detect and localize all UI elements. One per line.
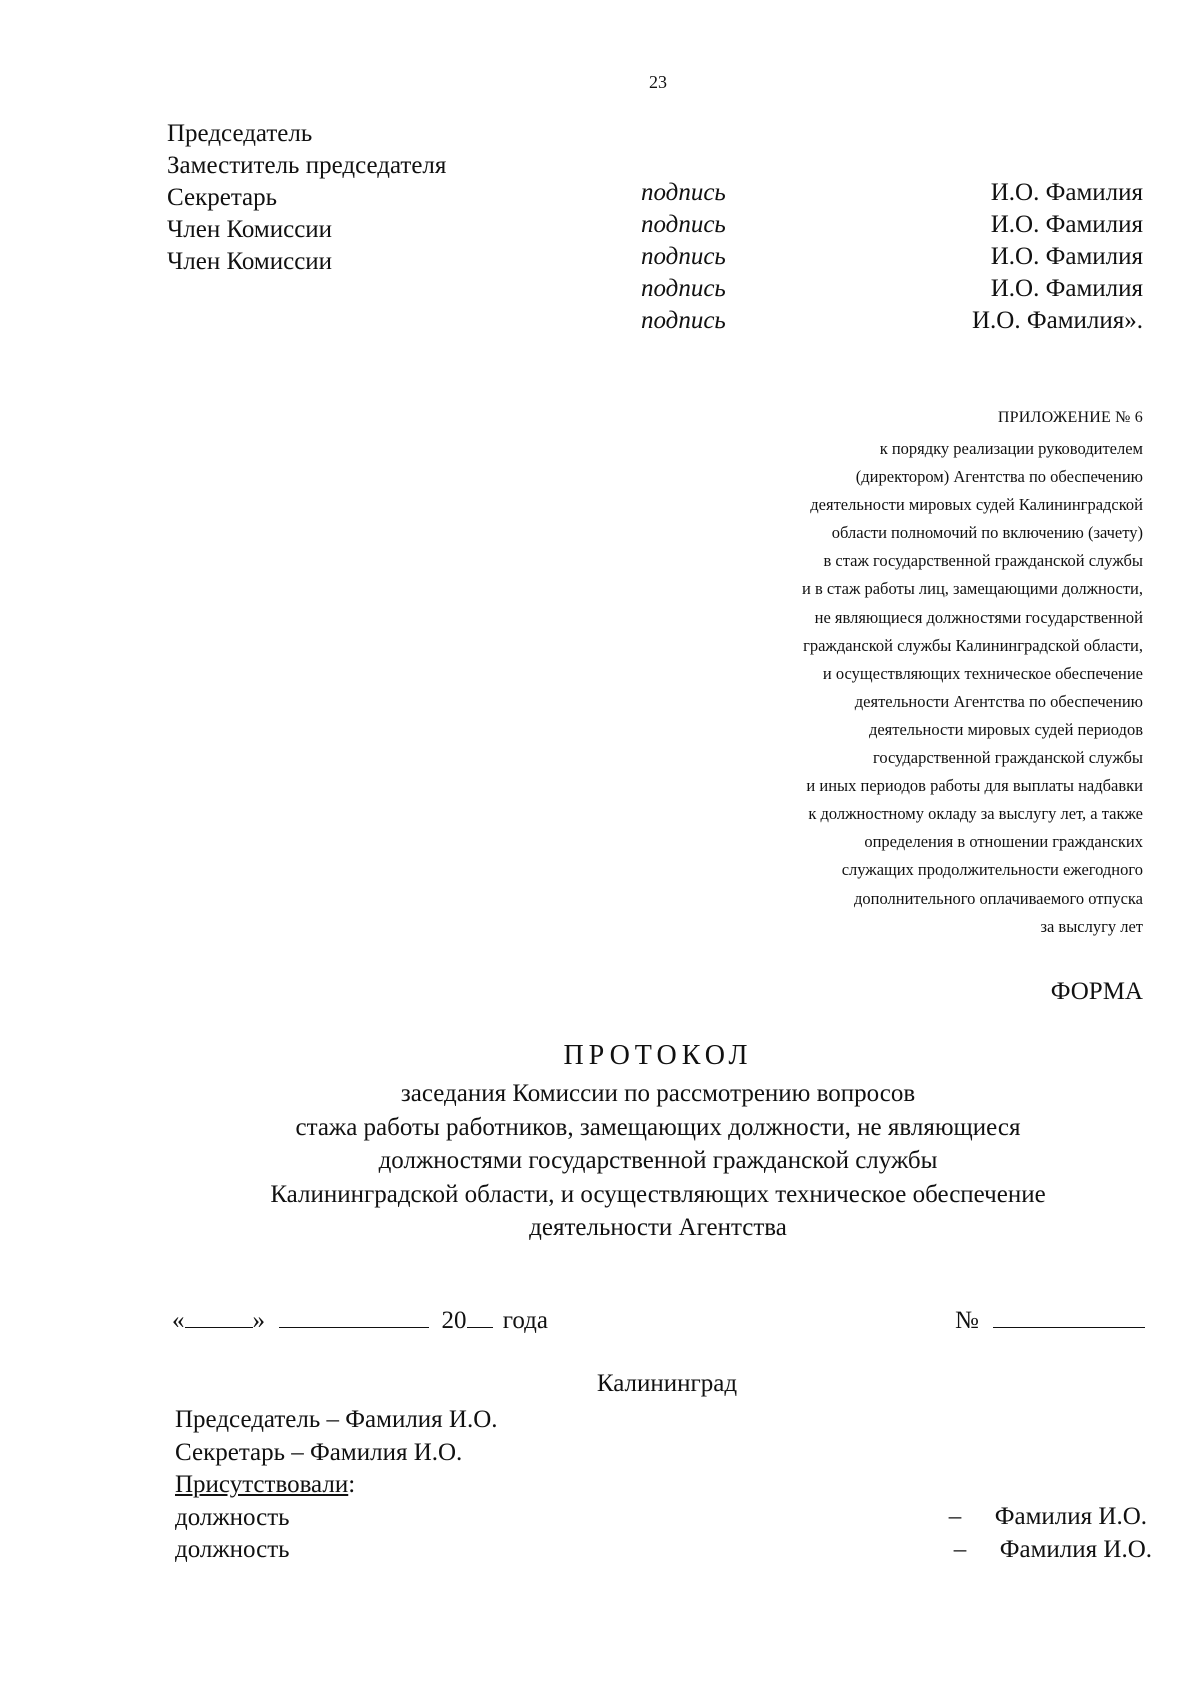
appendix-line: за выслугу лет: [1040, 916, 1143, 936]
signer-name: И.О. Фамилия: [990, 243, 1143, 270]
protocol-subtitle-line: стажа работы работников, замещающих должности, не являющиеся: [295, 1113, 1021, 1141]
form-label: ФОРМА: [1050, 978, 1143, 1005]
appendix-description: [640, 435, 1143, 941]
attendee-name: Фамилия И.О.: [994, 1503, 1147, 1530]
appendix-line: к должностному окладу за выслугу лет, а также: [808, 804, 1143, 824]
appendix-line: деятельности мировых судей периодов: [868, 719, 1143, 739]
protocol-title: ПРОТОКОЛ: [563, 1040, 753, 1071]
appendix-line: определения в отношении гражданских: [864, 832, 1143, 852]
role-deputy-chairman: Заместитель председателя: [167, 152, 447, 179]
signer-name: И.О. Фамилия: [990, 211, 1143, 238]
appendix-line: (директором) Агентства по обеспечению: [855, 467, 1143, 487]
day-blank[interactable]: [185, 1303, 253, 1328]
signer-name: И.О. Фамилия: [990, 275, 1143, 302]
appendix-line: и иных периодов работы для выплаты надбавки: [806, 776, 1143, 796]
signature-roles: [167, 118, 446, 278]
role-member-2: Член Комиссии: [167, 248, 333, 275]
appendix-line: к порядку реализации руководителем: [879, 439, 1143, 458]
appendix-line: не являющиеся должностями государственной: [814, 607, 1143, 627]
position-line: должность: [175, 1503, 290, 1531]
role-secretary: Секретарь: [167, 184, 278, 211]
protocol-subtitle-line: деятельности Агентства: [529, 1214, 787, 1241]
attendance-block: [175, 1404, 498, 1567]
signature-names: [800, 177, 1143, 337]
present-colon: :: [348, 1471, 356, 1498]
date-open-quote: «: [172, 1307, 185, 1334]
year-suffix: года: [502, 1307, 548, 1334]
attendee-row: [900, 1534, 1152, 1567]
appendix-line: гражданской службы Калининградской области,: [803, 635, 1143, 655]
signature-placeholder: подпись: [641, 179, 726, 206]
protocol-subtitle-line: Калининградской области, и осуществляющих техническое обеспечение: [270, 1180, 1046, 1208]
signature-placeholders: [641, 177, 726, 337]
appendix-line: и в стаж работы лиц, замещающими должности,: [802, 579, 1143, 599]
role-member-1: Член Комиссии: [167, 216, 333, 243]
year-prefix: 20: [441, 1307, 467, 1334]
appendix-line: и осуществляющих техническое обеспечение: [822, 663, 1143, 683]
attendee-names: [900, 1501, 1152, 1566]
signature-placeholder: подпись: [641, 243, 726, 270]
protocol-number-line: [955, 1303, 1145, 1335]
role-chairman: Председатель: [167, 120, 313, 147]
month-blank[interactable]: [279, 1303, 429, 1328]
chairman-line: Председатель – Фамилия И.О.: [175, 1406, 498, 1433]
appendix-line: государственной гражданской службы: [873, 748, 1143, 768]
appendix-line: деятельности мировых судей Калининградской: [810, 495, 1143, 515]
signer-name: И.О. Фамилия».: [971, 307, 1143, 334]
appendix-title: ПРИЛОЖЕНИЕ № 6: [997, 409, 1143, 426]
signature-placeholder: подпись: [641, 275, 726, 302]
number-blank[interactable]: [993, 1303, 1145, 1328]
appendix-line: в стаж государственной гражданской службы: [823, 551, 1143, 571]
attendee-row: [900, 1501, 1147, 1534]
signature-placeholder: подпись: [641, 307, 726, 334]
appendix-line: дополнительного оплачиваемого отпуска: [854, 888, 1143, 908]
signer-name: И.О. Фамилия: [990, 179, 1143, 206]
appendix-line: служащих продолжительности ежегодного: [841, 860, 1143, 880]
date-line: [172, 1303, 548, 1335]
appendix-line: области полномочий по включению (зачету): [831, 523, 1143, 543]
dash: –: [948, 1503, 962, 1530]
protocol-subtitle: [0, 1077, 1200, 1245]
protocol-subtitle-line: заседания Комиссии по рассмотрению вопросов: [400, 1080, 916, 1107]
present-label: Присутствовали: [175, 1471, 349, 1498]
attendee-name: Фамилия И.О.: [999, 1535, 1152, 1563]
secretary-line: Секретарь – Фамилия И.О.: [175, 1438, 463, 1466]
appendix-line: деятельности Агентства по обеспечению: [854, 691, 1143, 711]
protocol-subtitle-line: должностями государственной гражданской службы: [378, 1147, 938, 1174]
dash: –: [953, 1535, 967, 1563]
present-heading: [175, 1469, 498, 1502]
position-line: должность: [175, 1536, 290, 1563]
city: Калининград: [596, 1370, 738, 1397]
date-close-quote: »: [252, 1307, 265, 1334]
year-blank[interactable]: [467, 1303, 493, 1328]
number-label: №: [955, 1307, 979, 1334]
page-number: 23: [649, 72, 667, 92]
signature-placeholder: подпись: [641, 211, 726, 238]
